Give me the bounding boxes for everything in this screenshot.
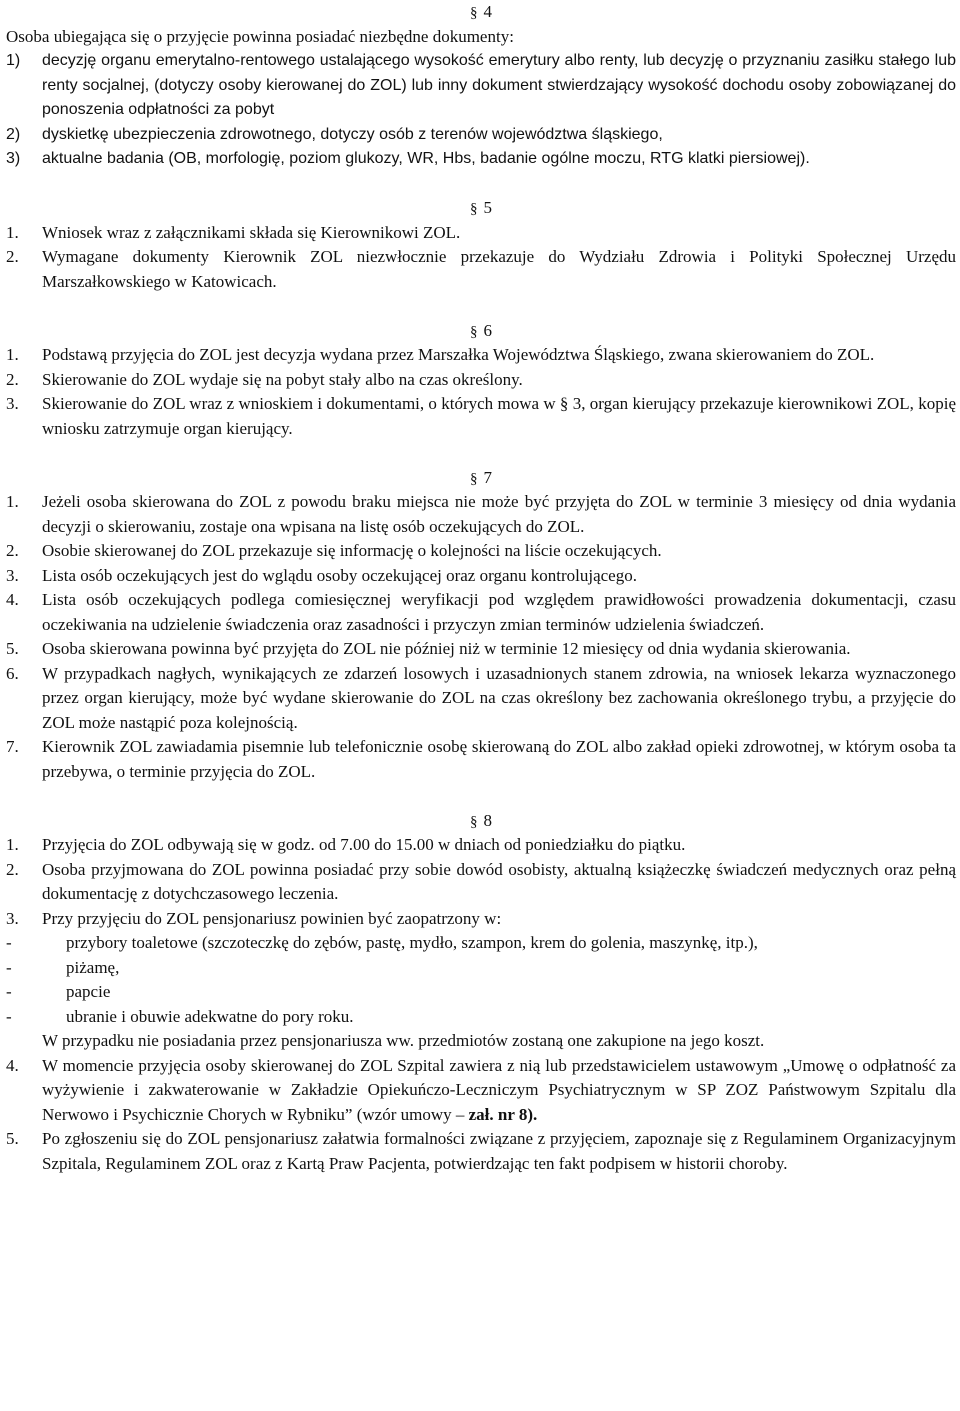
item-text-main: W momencie przyjęcia osoby skierowanej do ZOL Szpital zawiera z nią lub przedstawicielem ustawowym „Umowę o odpłatność za wyżywienie i zakwaterowanie w Zakładzie Opiekuńczo-Leczniczym Psychiatrycznym w SP ZOZ Państwowym Szpitalu dla Nerwowo i Psychicznie Chorych w Rybniku” (wzór umowy – — [42, 1055, 956, 1124]
list-item — [6, 123, 956, 148]
dash-list-item — [6, 1005, 956, 1030]
item-text: Lista osób oczekujących podlega comiesięcznej weryfikacji pod względem prawidłowości prowadzenia dokumentacji, czasu oczekiwania na udzielenie świadczenia oraz zasadności i przyczyn zmian terminów udzielenia świadczeń. — [42, 590, 956, 634]
item-number: 5. — [6, 1129, 19, 1148]
list-item — [6, 368, 956, 393]
list-item — [6, 858, 956, 907]
item-number: 2. — [6, 859, 19, 879]
section-4-intro: Osoba ubiegająca się o przyjęcie powinna posiadać niezbędne dokumenty: — [6, 26, 514, 46]
item-number: 4. — [6, 1055, 19, 1075]
item-text: dyskietkę ubezpieczenia zdrowotnego, dotyczy osób z terenów województwa śląskiego, — [42, 125, 663, 143]
item-text: W przypadkach nagłych, wynikających ze zdarzeń losowych i uzasadnionych stanem zdrowia, na wniosek lekarza wyznaczonego przez organ kierujący, może być wydane skierowanie do ZOL na czas określony bez zachowania określonego trybu, a przyjęcie do ZOL może nastąpić poza kolejnością. — [42, 663, 956, 732]
item-text: Wniosek wraz z załącznikami składa się Kierownikowi ZOL. — [42, 222, 461, 242]
section-number: 7 — [483, 467, 492, 487]
section-7-heading — [6, 466, 956, 491]
item-text: aktualne badania (OB, morfologię, poziom glukozy, WR, Hbs, badanie ogólne moczu, RTG klatki piersiowej). — [42, 150, 810, 167]
item-text — [42, 1054, 956, 1128]
list-item — [6, 662, 956, 736]
item-text: decyzję organu emerytalno-rentowego ustalającego wysokość emerytury albo renty, lub decyzję o przyznaniu zasiłku stałego lub renty socjalnej, (dotyczy osoby kierowanej do ZOL) lub inny dokument stwierdzający wysokość dochodu osoby zobowiązanej do ponoszenia odpłatności za pobyt — [42, 52, 956, 118]
section-symbol-icon: § — [470, 470, 478, 487]
item-number: 7. — [6, 737, 19, 756]
dash-list-item — [6, 980, 956, 1005]
item-text: Przyjęcia do ZOL odbywają się w godz. od 7.00 do 15.00 w dniach od poniedziałku do piątku. — [42, 835, 686, 854]
list-item — [6, 735, 956, 784]
section-symbol-icon: § — [470, 5, 478, 21]
item-number: 3. — [6, 908, 19, 928]
item-text: Lista osób oczekujących jest do wglądu osoby oczekującej oraz organu kontrolującego. — [42, 565, 637, 585]
dash-bullet: - — [6, 957, 12, 977]
item-number: 1. — [6, 835, 19, 854]
section-symbol-icon: § — [470, 323, 478, 340]
section-symbol-icon: § — [470, 813, 478, 830]
item-number: 2. — [6, 541, 19, 560]
list-item — [6, 490, 956, 539]
list-item — [6, 221, 956, 246]
item-text: piżamę, — [66, 957, 120, 977]
list-item — [6, 564, 956, 589]
item-number: 1. — [6, 345, 19, 364]
list-item — [6, 1127, 956, 1176]
item-text: Osoba skierowana powinna być przyjęta do ZOL nie później niż w terminie 12 miesięcy od dnia wydania skierowania. — [42, 639, 851, 658]
section-4-heading — [6, 0, 956, 25]
section-number: 6 — [483, 320, 492, 340]
item-text: Wymagane dokumenty Kierownik ZOL niezwłocznie przekazuje do Wydziału Zdrowia i Polityki Społecznej Urzędu Marszałkowskiego w Katowicach. — [42, 247, 956, 291]
section-number: 4 — [483, 2, 492, 21]
item-number: 3) — [6, 150, 21, 167]
list-item — [6, 539, 956, 564]
list-item — [6, 1054, 956, 1128]
section-8-heading — [6, 809, 956, 834]
item-number: 4. — [6, 590, 19, 609]
item-text: papcie — [66, 982, 111, 1001]
section-number: 5 — [483, 198, 492, 217]
item-text: Osobie skierowanej do ZOL przekazuje się informację o kolejności na liście oczekujących. — [42, 541, 662, 560]
list-item — [6, 392, 956, 441]
section-6-list — [6, 343, 956, 441]
section-4-list — [6, 49, 956, 172]
attachment-reference: zał. nr 8). — [468, 1104, 538, 1124]
dash-bullet: - — [6, 982, 12, 1001]
section-5-heading — [6, 196, 956, 221]
dash-bullet: - — [6, 933, 12, 952]
item-number: 1) — [6, 52, 21, 69]
item-text: przybory toaletowe (szczoteczkę do zębów, pastę, mydło, szampon, krem do golenia, maszynkę, itp.), — [66, 933, 758, 952]
item-number: 2) — [6, 125, 21, 143]
item-text: Osoba przyjmowana do ZOL powinna posiadać przy sobie dowód osobisty, aktualną książeczkę świadczeń medycznych oraz pełną dokumentację z dotychczasowego leczenia. — [42, 859, 956, 903]
section-5-list — [6, 221, 956, 295]
list-item — [6, 588, 956, 637]
item-text: Jeżeli osoba skierowana do ZOL z powodu braku miejsca nie może być przyjęta do ZOL w terminie 3 miesięcy od dnia wydania decyzji o skierowaniu, zostaje ona wpisana na listę osób oczekujących do ZOL. — [42, 492, 956, 536]
section-symbol-icon: § — [470, 201, 478, 217]
section-7-list — [6, 490, 956, 784]
item-number: 3. — [6, 565, 19, 585]
dash-list-item — [6, 956, 956, 981]
section-8-list — [6, 833, 956, 1176]
list-item — [6, 343, 956, 368]
list-item — [6, 907, 956, 932]
list-item — [6, 245, 956, 294]
item-number: 2. — [6, 369, 19, 389]
list-item — [6, 49, 956, 123]
item-text: Przy przyjęciu do ZOL pensjonariusz powinien być zaopatrzony w: — [42, 908, 502, 928]
document — [6, 0, 956, 1176]
item-text: Skierowanie do ZOL wydaje się na pobyt stały albo na czas określony. — [42, 369, 523, 389]
dash-bullet: - — [6, 1006, 12, 1026]
item-number: 1. — [6, 492, 19, 511]
item-number: 5. — [6, 639, 19, 658]
section-6-heading — [6, 319, 956, 344]
item-number: 2. — [6, 247, 19, 266]
list-item — [6, 147, 956, 172]
item-text: Po zgłoszeniu się do ZOL pensjonariusz załatwia formalności związane z przyjęciem, zapoznaje się z Regulaminem Organizacyjnym Szpitala, Regulaminem ZOL oraz z Kartą Praw Pacjenta, potwierdzając ten fakt podpisem w historii choroby. — [42, 1129, 956, 1173]
item-text: ubranie i obuwie adekwatne do pory roku. — [66, 1006, 354, 1026]
item-number: 1. — [6, 222, 19, 242]
section-8-note: W przypadku nie posiadania przez pensjonariusza ww. przedmiotów zostaną one zakupione na jego koszt. — [42, 1031, 765, 1050]
item-text: Skierowanie do ZOL wraz z wnioskiem i dokumentami, o których mowa w § 3, organ kierujący przekazuje kierownikowi ZOL, kopię wniosku zatrzymuje organ kierujący. — [42, 394, 956, 438]
item-text: Podstawą przyjęcia do ZOL jest decyzja wydana przez Marszałka Województwa Śląskiego, zwana skierowaniem do ZOL. — [42, 345, 875, 364]
item-number: 6. — [6, 663, 19, 683]
list-item — [6, 637, 956, 662]
section-number: 8 — [483, 810, 492, 830]
item-text: Kierownik ZOL zawiadamia pisemnie lub telefonicznie osobę skierowaną do ZOL albo zakład opieki zdrowotnej, w którym osoba ta przebywa, o terminie przyjęcia do ZOL. — [42, 737, 956, 781]
item-number: 3. — [6, 394, 19, 413]
dash-list-item — [6, 931, 956, 956]
list-item — [6, 833, 956, 858]
